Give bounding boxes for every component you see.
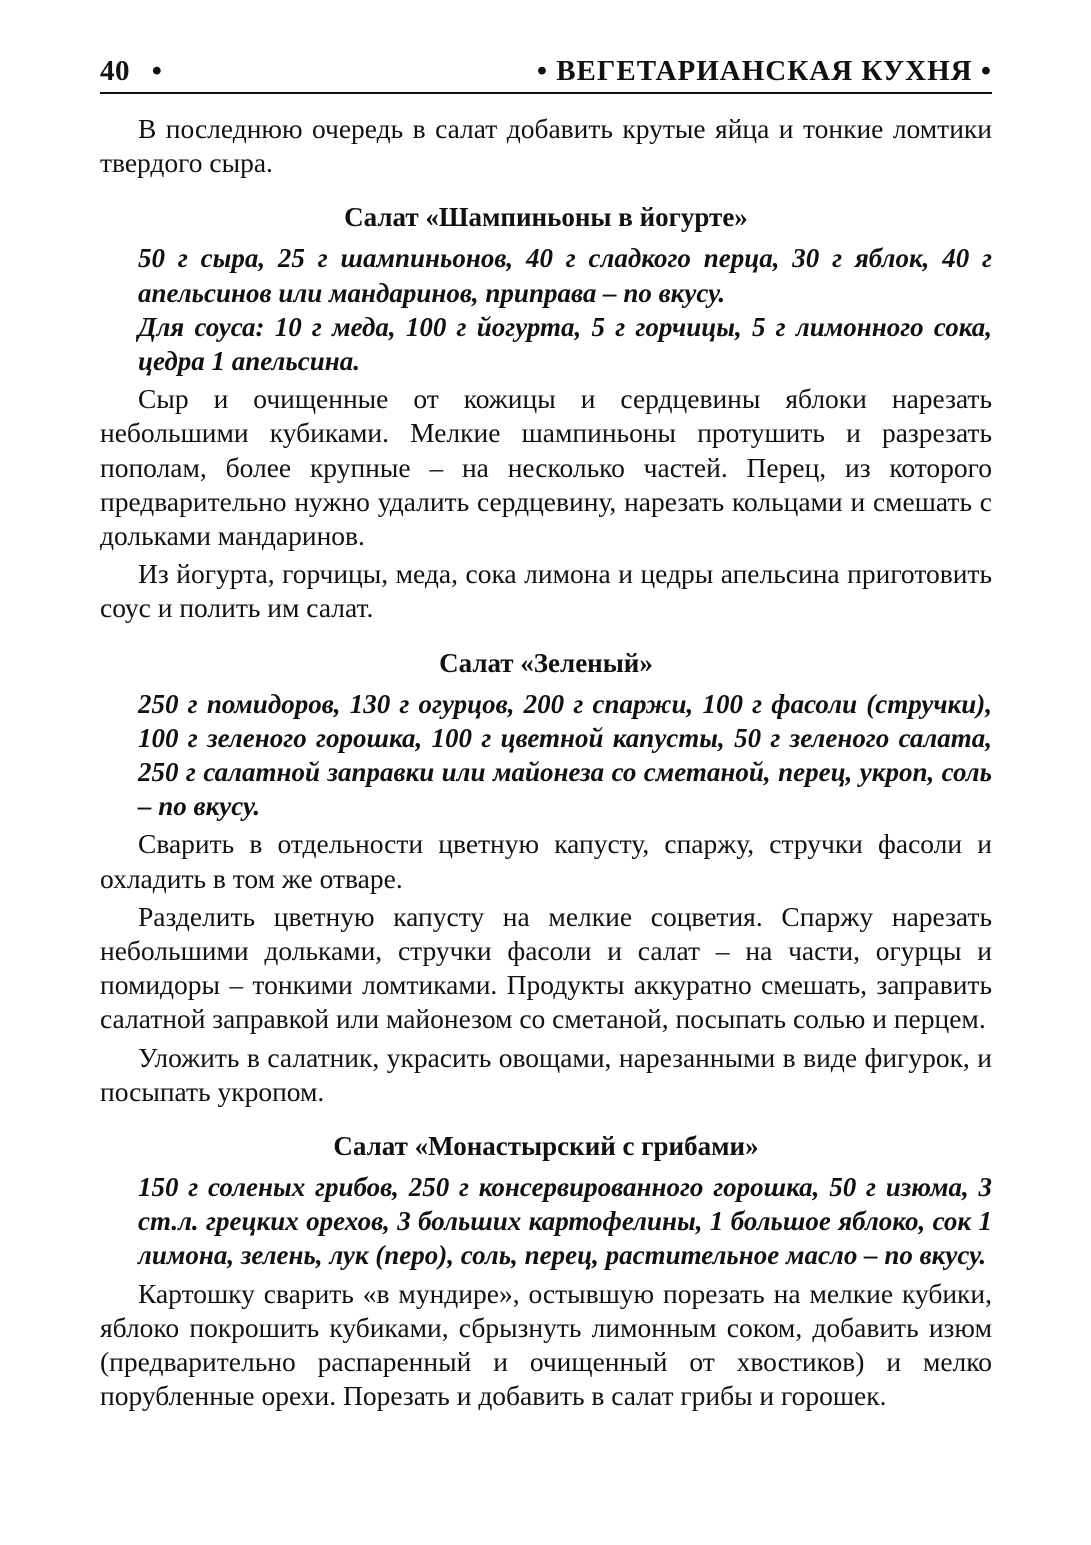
method-paragraph: Сыр и очищенные от кожицы и сердцевины яблоки нарезать небольшими кубиками. Мелкие шампиньоны протушить и разрезать пополам, более крупные – на несколько частей. Перец, из которого предварительно нужно удалить сердцевину, нарезать кольцами и смешать с дольками мандаринов. xyxy=(100,383,992,552)
recipe-section xyxy=(100,1129,992,1413)
running-header xyxy=(100,52,992,94)
method-paragraph: Картошку сварить «в мундире», остывшую порезать на мелкие кубики, яблоко покрошить кубиками, сбрызнуть лимонным соком, добавить изюм (предварительно распаренный и очищенный от хвостиков) и мелко порубленные орехи. Порезать и добавить в салат грибы и горошек. xyxy=(100,1277,992,1412)
header-bullet: • xyxy=(151,55,163,87)
recipe-section xyxy=(100,646,992,1109)
running-title: • ВЕГЕТАРИАНСКАЯ КУХНЯ • xyxy=(536,55,992,87)
method-paragraph: Уложить в салатник, украсить овощами, нарезанными в виде фигурок, и посыпать укропом. xyxy=(100,1041,992,1107)
recipe-section xyxy=(100,200,992,625)
sauce-ingredients: Для соуса: 10 г меда, 100 г йогурта, 5 г горчицы, 5 г лимонного сока, цедра 1 апельсина. xyxy=(138,311,992,377)
book-page xyxy=(100,52,992,1414)
recipe-title: Салат «Зеленый» xyxy=(439,647,653,678)
method-paragraph: Сварить в отдельности цветную капусту, спаржу, стручки фасоли и охладить в том же отваре. xyxy=(100,828,992,894)
recipe-title: Салат «Шампиньоны в йогурте» xyxy=(344,202,748,233)
ingredients-list: 50 г сыра, 25 г шампиньонов, 40 г сладкого перца, 30 г яблок, 40 г апельсинов или мандаринов, приправа – по вкусу. xyxy=(138,243,992,308)
ingredients-list: 150 г соленых грибов, 250 г консервированного горошка, 50 г изюма, 3 ст.л. грецких орехов, 3 больших картофелины, 1 большое яблоко, сок 1 лимона, зелень, лук (перо), соль, перец, растительное масло – по вкусу. xyxy=(138,1172,992,1271)
recipe-title: Салат «Монастырский с грибами» xyxy=(333,1131,759,1162)
ingredients-list: 250 г помидоров, 130 г огурцов, 200 г спаржи, 100 г фасоли (стручки), 100 г зеленого горошка, 100 г цветной капусты, 50 г зеленого салата, 250 г салатной заправки или майонеза со сметаной, перец, укроп, соль – по вкусу. xyxy=(138,688,992,822)
page-number-group xyxy=(100,52,162,90)
page-number: 40 xyxy=(100,55,130,87)
page-content xyxy=(100,112,992,1414)
method-paragraph: Из йогурта, горчицы, меда, сока лимона и цедры апельсина приготовить соус и полить им салат. xyxy=(100,558,992,624)
method-paragraph: Разделить цветную капусту на мелкие соцветия. Спаржу нарезать небольшими дольками, стручки фасоли и салат – на части, огурцы и помидоры – тонкими ломтиками. Продукты аккуратно смешать, заправить салатной заправкой или майонезом со сметаной, посыпать солью и перцем. xyxy=(100,900,992,1035)
intro-paragraph: В последнюю очередь в салат добавить крутые яйца и тонкие ломтики твердого сыра. xyxy=(100,113,992,179)
